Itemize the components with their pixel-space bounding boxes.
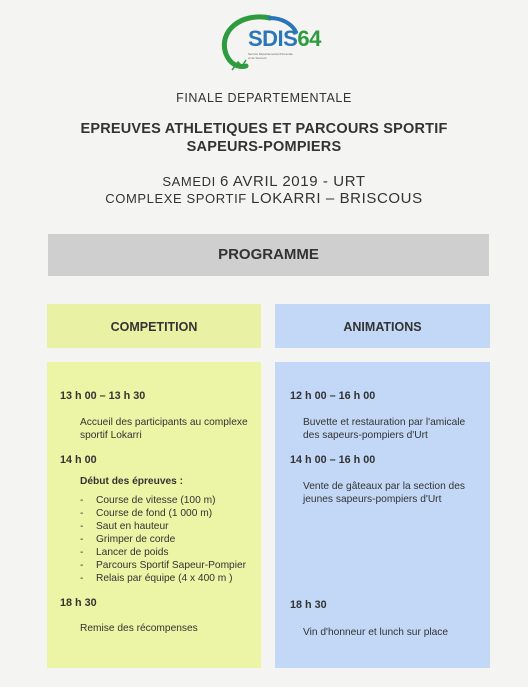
competition-heading: COMPETITION <box>110 320 198 334</box>
logo-number-text: 64 <box>297 26 321 51</box>
logo-sdis-text: SDIS <box>248 26 298 51</box>
date-prefix: SAMEDI <box>162 174 216 189</box>
venue-main: LOKARRI – BRISCOUS <box>251 190 423 207</box>
programme-title: PROGRAMME <box>218 246 319 263</box>
competition-header <box>47 304 261 348</box>
event-item: - Course de fond (1 000 m) <box>80 507 246 520</box>
logo-subtitle-line: Service Départemental d'Incendie <box>248 52 293 56</box>
animations-text-2b: jeunes sapeurs-pompiers d'Urt <box>303 494 442 505</box>
event-title-line1: EPREUVES ATHLETIQUES ET PARCOURS SPORTIF <box>80 121 448 137</box>
date-main: 6 AVRIL 2019 - URT <box>220 173 366 190</box>
logo-wordmark <box>248 26 321 52</box>
event-item: - Lancer de poids <box>80 546 246 559</box>
competition-text-3: Remise des récompenses <box>80 623 198 634</box>
animations-header <box>275 304 490 348</box>
competition-text-1b: sportif Lokarri <box>80 430 142 441</box>
competition-time-1: 13 h 00 – 13 h 30 <box>60 390 146 402</box>
event-item: - Course de vitesse (100 m) <box>80 494 246 507</box>
competition-time-3: 18 h 30 <box>60 597 97 609</box>
events-title: Début des épreuves : <box>80 476 184 487</box>
event-item: - Parcours Sportif Sapeur-Pompier <box>80 559 246 572</box>
event-date <box>0 173 528 190</box>
logo-subtitle-line: et de Secours <box>248 56 267 60</box>
logo-subtitle <box>248 52 318 60</box>
competition-time-2: 14 h 00 <box>60 454 97 466</box>
events-list <box>80 494 246 585</box>
animations-text-3: Vin d'honneur et lunch sur place <box>303 627 449 638</box>
animations-text-1a: Buvette et restauration par l'amicale <box>303 417 466 428</box>
event-item: - Relais par équipe (4 x 400 m ) <box>80 572 246 585</box>
animations-heading: ANIMATIONS <box>343 320 422 334</box>
sdis64-logo <box>212 12 332 74</box>
event-venue <box>0 190 528 207</box>
animations-text-2a: Vente de gâteaux par la section des <box>303 481 465 492</box>
animations-time-1: 12 h 00 – 16 h 00 <box>290 390 376 402</box>
programme-banner <box>48 234 489 276</box>
animations-text-1b: des sapeurs-pompiers d'Urt <box>303 430 428 441</box>
event-item: - Grimper de corde <box>80 533 246 546</box>
event-title-line2: SAPEURS-POMPIERS <box>186 139 342 155</box>
event-item: - Saut en hauteur <box>80 520 246 533</box>
animations-panel <box>275 362 490 668</box>
animations-time-3: 18 h 30 <box>290 599 327 611</box>
competition-text-1a: Accueil des participants au complexe <box>80 417 248 428</box>
venue-prefix: COMPLEXE SPORTIF <box>105 191 247 206</box>
animations-time-2: 14 h 00 – 16 h 00 <box>290 454 376 466</box>
finale-heading: FINALE DEPARTEMENTALE <box>176 91 352 105</box>
